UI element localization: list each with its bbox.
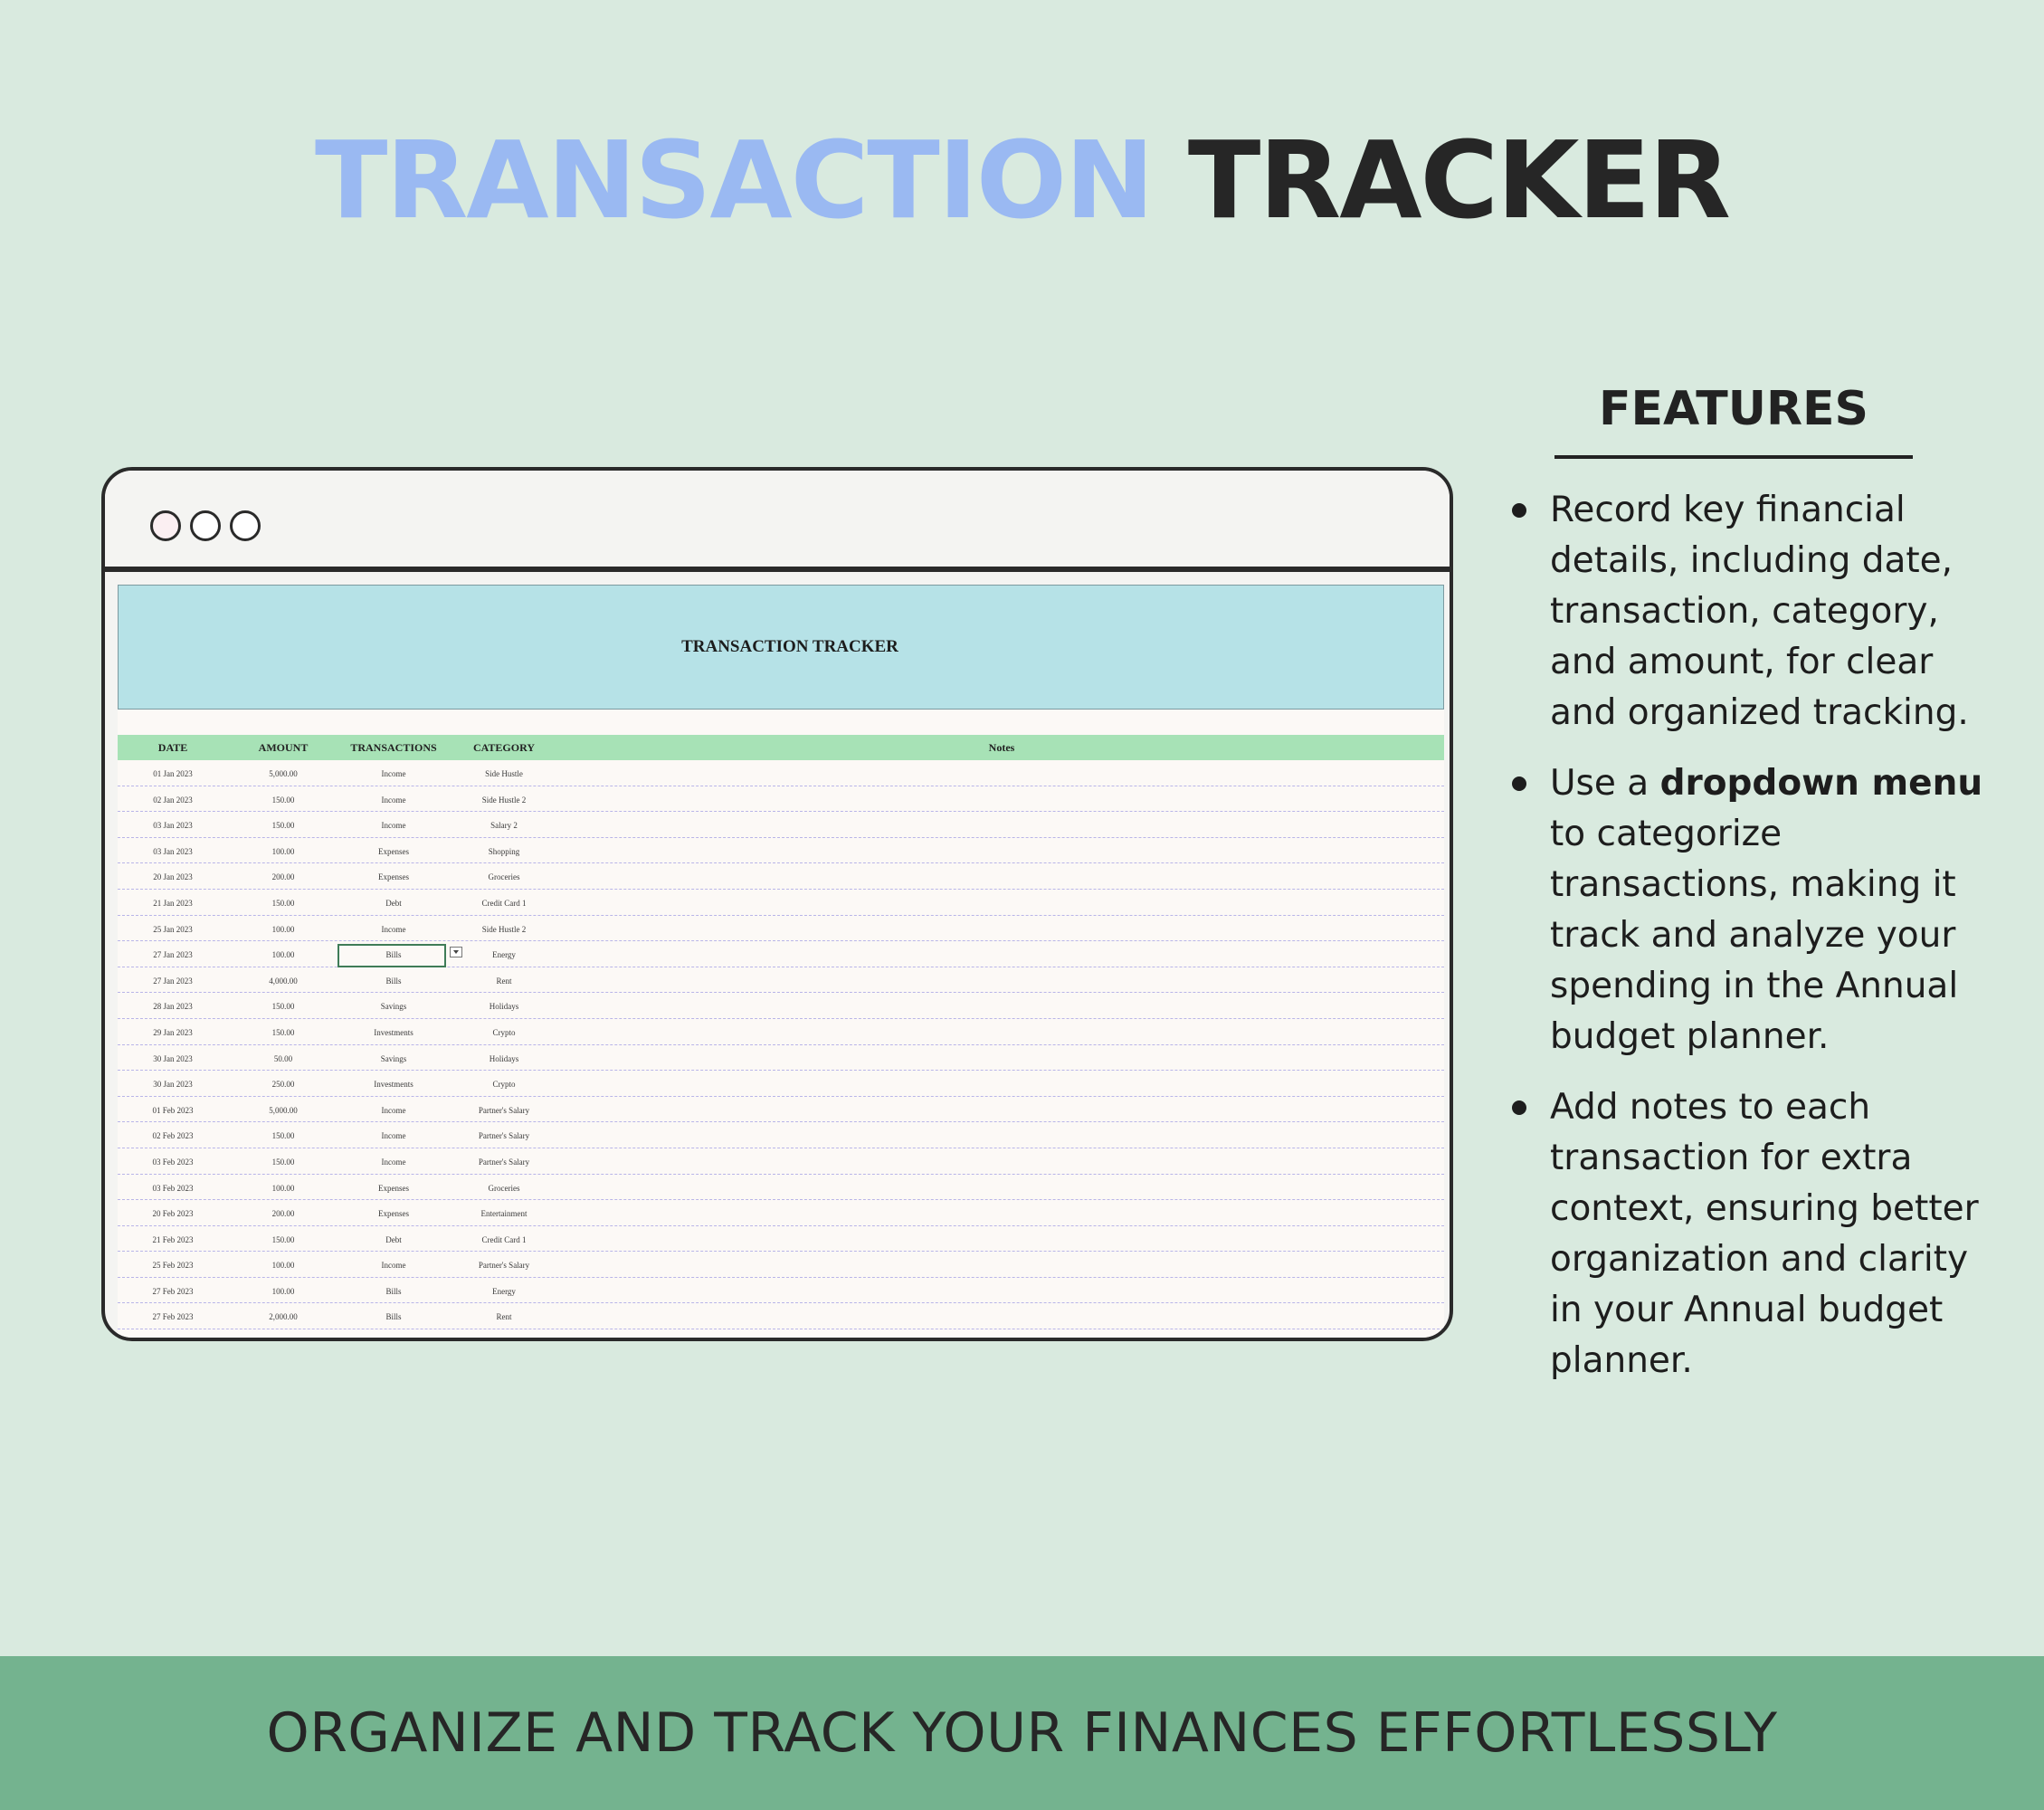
cell-date[interactable]: 21 Feb 2023 <box>152 1234 194 1244</box>
cell-transaction[interactable]: Expenses <box>378 1209 409 1219</box>
cell-date[interactable]: 27 Jan 2023 <box>153 976 193 986</box>
cell-transaction[interactable]: Investments <box>374 1080 414 1090</box>
cell-category[interactable]: Side Hustle 2 <box>481 924 527 934</box>
feature-item <box>1507 758 1995 1062</box>
cell-date[interactable]: 01 Feb 2023 <box>152 1105 194 1115</box>
sheet-title: TRANSACTION TRACKER <box>681 637 898 656</box>
cell-amount[interactable]: 100.00 <box>271 924 295 934</box>
cell-amount[interactable]: 100.00 <box>271 1286 295 1296</box>
column-header-date[interactable]: DATE <box>157 741 188 754</box>
cell-amount[interactable]: 150.00 <box>271 1131 295 1141</box>
column-header-transactions[interactable]: TRANSACTIONS <box>350 741 437 754</box>
cell-category[interactable]: Credit Card 1 <box>481 1234 527 1244</box>
cell-date[interactable]: 27 Feb 2023 <box>152 1286 194 1296</box>
cell-transaction[interactable]: Savings <box>380 1053 407 1063</box>
table-row[interactable] <box>118 1071 1444 1097</box>
cell-category[interactable]: Partner's Salary <box>478 1105 530 1115</box>
column-header-amount[interactable]: AMOUNT <box>258 741 309 754</box>
cell-transaction[interactable]: Debt <box>385 1234 402 1244</box>
cell-date[interactable]: 29 Jan 2023 <box>153 1027 193 1037</box>
selected-cell[interactable] <box>337 944 446 967</box>
cell-transaction[interactable]: Income <box>381 1105 406 1115</box>
window-dot-icon[interactable] <box>190 510 221 541</box>
cell-transaction[interactable]: Bills <box>385 1312 402 1322</box>
cell-transaction[interactable]: Expenses <box>378 1183 409 1193</box>
table-row[interactable] <box>118 1303 1444 1329</box>
cell-amount[interactable]: 100.00 <box>271 1261 295 1271</box>
cell-transaction[interactable]: Bills <box>385 976 402 986</box>
cell-transaction[interactable]: Income <box>381 1131 406 1141</box>
cell-amount[interactable]: 150.00 <box>271 1002 295 1012</box>
cell-amount[interactable]: 4,000.00 <box>269 976 298 986</box>
bullet-icon <box>1512 1100 1526 1115</box>
cell-amount[interactable]: 5,000.00 <box>269 1105 298 1115</box>
cell-transaction[interactable]: Income <box>381 1261 406 1271</box>
cell-date[interactable]: 03 Feb 2023 <box>152 1183 194 1193</box>
cell-transaction[interactable]: Income <box>381 821 406 831</box>
cell-category[interactable]: Partner's Salary <box>478 1157 530 1167</box>
features-heading: FEATURES <box>1554 384 1913 459</box>
cell-amount[interactable]: 100.00 <box>271 1183 295 1193</box>
cell-amount[interactable]: 200.00 <box>271 872 295 882</box>
cell-date[interactable]: 25 Feb 2023 <box>152 1261 194 1271</box>
cell-transaction[interactable]: Income <box>381 795 406 805</box>
cell-amount[interactable]: 100.00 <box>271 846 295 856</box>
cell-amount[interactable]: 50.00 <box>273 1053 293 1063</box>
bullet-icon <box>1512 776 1526 791</box>
cell-date[interactable]: 03 Feb 2023 <box>152 1157 194 1167</box>
page-title <box>0 118 2044 243</box>
footer-tagline: ORGANIZE AND TRACK YOUR FINANCES EFFORTLESSLY <box>266 1701 1778 1765</box>
cell-transaction[interactable]: Savings <box>380 1002 407 1012</box>
table-row[interactable] <box>118 890 1444 916</box>
table-row[interactable] <box>118 812 1444 838</box>
cell-category[interactable]: Groceries <box>488 1183 520 1193</box>
cell-category[interactable]: Rent <box>496 976 512 986</box>
cell-amount[interactable]: 150.00 <box>271 795 295 805</box>
cell-date[interactable]: 27 Jan 2023 <box>153 950 193 960</box>
table-row[interactable] <box>118 941 1444 967</box>
cell-amount[interactable]: 5,000.00 <box>269 769 298 778</box>
cell-transaction[interactable]: Income <box>381 769 406 778</box>
cell-amount[interactable]: 200.00 <box>271 1209 295 1219</box>
cell-date[interactable]: 30 Jan 2023 <box>153 1080 193 1090</box>
cell-category[interactable]: Holidays <box>489 1053 519 1063</box>
feature-item <box>1507 485 1995 738</box>
table-row[interactable] <box>118 993 1444 1019</box>
cell-date[interactable]: 27 Feb 2023 <box>152 1312 194 1322</box>
cell-date[interactable]: 02 Jan 2023 <box>153 795 193 805</box>
cell-category[interactable]: Side Hustle 2 <box>481 795 527 805</box>
cell-category[interactable]: Holidays <box>489 1002 519 1012</box>
cell-category[interactable]: Entertainment <box>480 1209 528 1219</box>
table-row[interactable] <box>118 838 1444 864</box>
window-dot-icon[interactable] <box>150 510 181 541</box>
cell-date[interactable]: 28 Jan 2023 <box>153 1002 193 1012</box>
table-row[interactable] <box>118 916 1444 942</box>
cell-date[interactable]: 03 Jan 2023 <box>153 846 193 856</box>
feature-text-emphasis: dropdown menu <box>1659 763 1983 804</box>
cell-date[interactable]: 03 Jan 2023 <box>153 821 193 831</box>
table-row[interactable] <box>118 1252 1444 1278</box>
cell-transaction[interactable]: Bills <box>385 1286 402 1296</box>
spreadsheet <box>118 585 1444 1341</box>
table-row[interactable] <box>118 1097 1444 1123</box>
features-list <box>1507 485 1995 1406</box>
cell-category[interactable]: Energy <box>492 950 516 960</box>
cell-transaction[interactable]: Income <box>381 924 406 934</box>
feature-text: Add notes to each transaction for extra context, ensuring better organization and clarity in your Annual budget planner. <box>1550 1087 1979 1381</box>
cell-amount[interactable]: 150.00 <box>271 898 295 908</box>
cell-transaction[interactable]: Expenses <box>378 872 409 882</box>
title-word-tracker: TRACKER <box>1187 118 1730 243</box>
cell-transaction[interactable]: Investments <box>374 1027 414 1037</box>
cell-transaction[interactable]: Debt <box>385 898 402 908</box>
cell-transaction[interactable]: Expenses <box>378 846 409 856</box>
cell-category[interactable]: Shopping <box>488 846 520 856</box>
cell-date[interactable]: 02 Feb 2023 <box>152 1131 194 1141</box>
feature-text: Record key financial details, including date, transaction, category, and amount, for clear and organized tracking. <box>1550 490 1969 733</box>
cell-amount[interactable]: 150.00 <box>271 1027 295 1037</box>
table-row[interactable] <box>118 1122 1444 1148</box>
feature-item <box>1507 1082 1995 1386</box>
cell-date[interactable]: 25 Jan 2023 <box>153 924 193 934</box>
table-body <box>118 760 1444 1329</box>
cell-category[interactable]: Groceries <box>488 872 520 882</box>
table-row[interactable] <box>118 1200 1444 1226</box>
cell-date[interactable]: 30 Jan 2023 <box>153 1053 193 1063</box>
cell-category[interactable]: Credit Card 1 <box>481 898 527 908</box>
window-title-bar <box>105 471 1450 572</box>
cell-category[interactable]: Side Hustle <box>485 769 523 778</box>
window-dot-icon[interactable] <box>230 510 261 541</box>
cell-transaction[interactable]: Income <box>381 1157 406 1167</box>
column-header-category[interactable]: CATEGORY <box>472 741 536 754</box>
footer-band <box>0 1656 2044 1810</box>
table-row[interactable] <box>118 786 1444 813</box>
cell-category[interactable]: Energy <box>492 1286 516 1296</box>
cell-category[interactable]: Crypto <box>492 1027 516 1037</box>
bullet-icon <box>1512 503 1526 518</box>
cell-amount[interactable]: 100.00 <box>271 950 295 960</box>
table-row[interactable] <box>118 1175 1444 1201</box>
cell-category[interactable]: Rent <box>496 1312 512 1322</box>
cell-category[interactable]: Crypto <box>492 1080 516 1090</box>
cell-amount[interactable]: 250.00 <box>271 1080 295 1090</box>
title-word-transaction: TRANSACTION <box>314 118 1153 243</box>
cell-transaction[interactable]: Bills <box>385 950 402 960</box>
table-header <box>118 735 1444 760</box>
feature-text: to categorize transactions, making it track and analyze your spending in the Annual budget planner. <box>1550 814 1959 1057</box>
table-row[interactable] <box>118 1019 1444 1045</box>
table-row[interactable] <box>118 1045 1444 1072</box>
cell-amount[interactable]: 2,000.00 <box>269 1312 298 1322</box>
chevron-down-icon[interactable] <box>450 947 462 957</box>
cell-amount[interactable]: 150.00 <box>271 821 295 831</box>
table-row[interactable] <box>118 1278 1444 1304</box>
cell-category[interactable]: Salary 2 <box>490 821 518 831</box>
cell-date[interactable]: 21 Jan 2023 <box>153 898 193 908</box>
cell-date[interactable]: 20 Jan 2023 <box>153 872 193 882</box>
cell-category[interactable]: Partner's Salary <box>478 1131 530 1141</box>
column-header-notes[interactable]: Notes <box>988 741 1015 754</box>
cell-date[interactable]: 01 Jan 2023 <box>153 769 193 778</box>
table-row[interactable] <box>118 1226 1444 1253</box>
cell-amount[interactable]: 150.00 <box>271 1234 295 1244</box>
table-row[interactable] <box>118 1148 1444 1175</box>
cell-amount[interactable]: 150.00 <box>271 1157 295 1167</box>
table-row[interactable] <box>118 967 1444 994</box>
table-row[interactable] <box>118 760 1444 786</box>
cell-category[interactable]: Partner's Salary <box>478 1261 530 1271</box>
spreadsheet-window <box>101 467 1453 1341</box>
table-row[interactable] <box>118 863 1444 890</box>
cell-date[interactable]: 20 Feb 2023 <box>152 1209 194 1219</box>
sheet-title-banner <box>118 585 1444 710</box>
feature-text: Use a <box>1550 763 1660 804</box>
